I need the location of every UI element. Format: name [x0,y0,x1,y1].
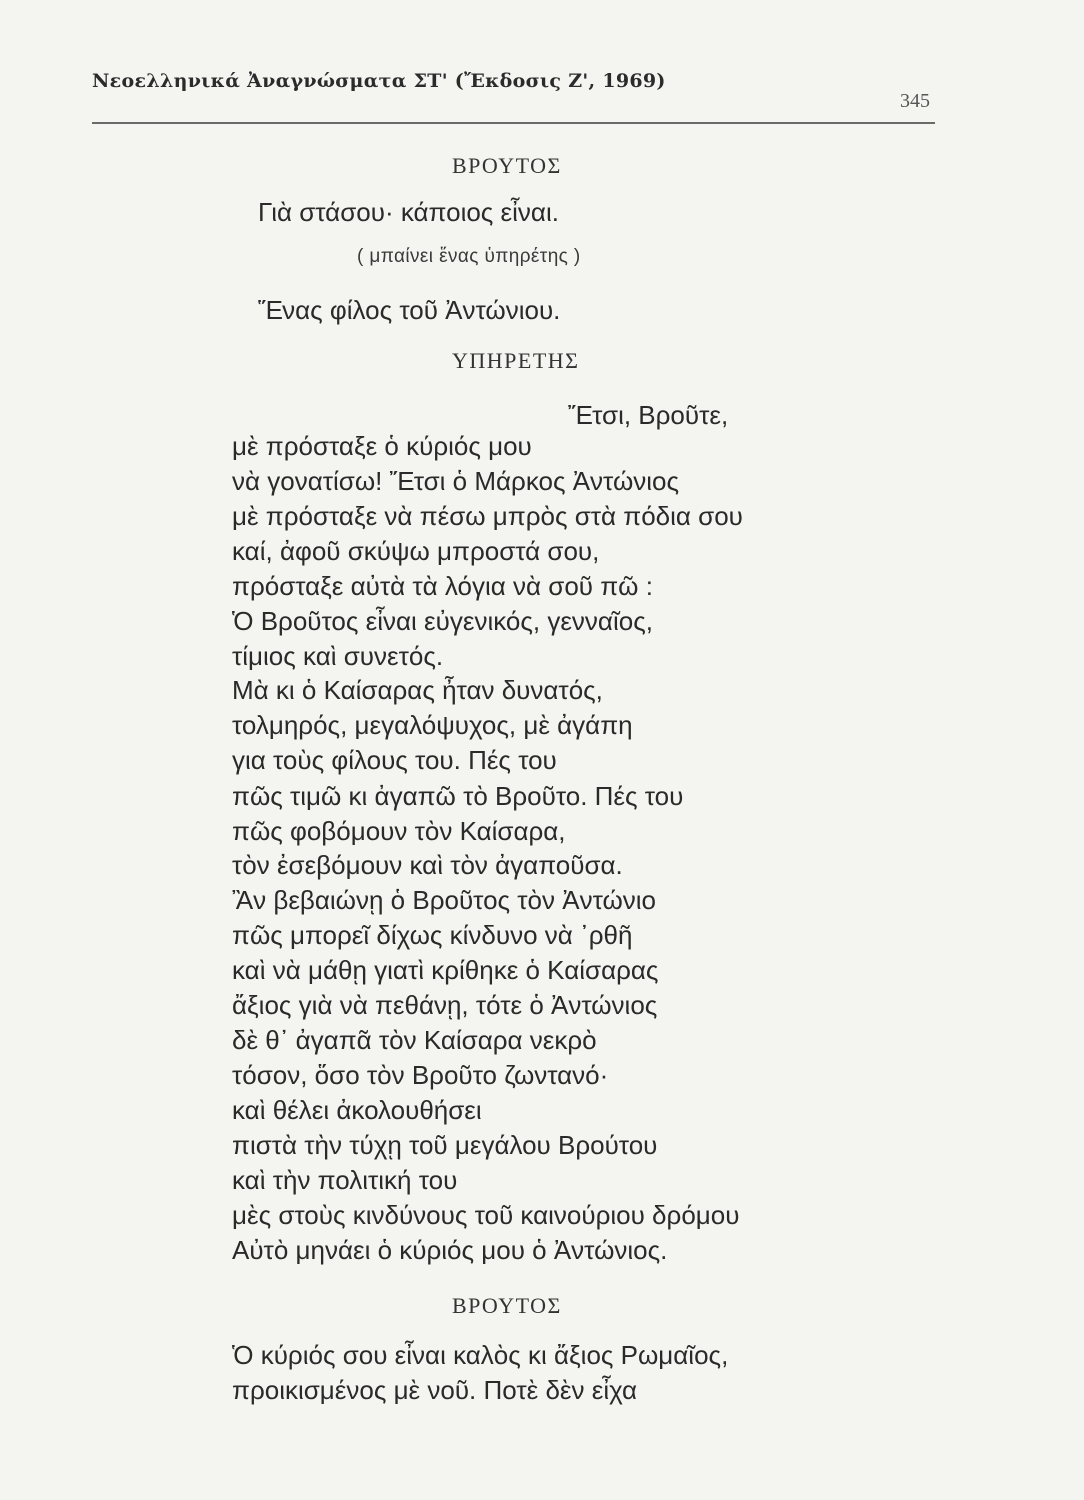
servant-line: τολμηρός, μεγαλόψυχος, μὲ ἀγάπη [232,710,633,740]
servant-line: καὶ θέλει ἀκολουθήσει [232,1095,482,1125]
servant-line: μὲ πρόσταξε ὁ κύριός μου [232,431,532,461]
brutus-line-1: Γιὰ στάσου· κάποιος εἶναι. [258,197,559,227]
servant-line: μὲς στοὺς κινδύνους τοῦ καινούριου δρόμου [232,1200,740,1230]
header-rule [92,122,935,124]
speaker-brutus-1: ΒΡΟΥΤΟΣ [452,153,562,178]
servant-line: πῶς φοβόμουν τὸν Καίσαρα, [232,816,566,846]
stage-direction: ( μπαίνει ἕνας ὑπηρέτης ) [357,246,581,267]
servant-line: καί, ἀφοῦ σκύψω μπροστά σου, [232,536,600,566]
servant-line: τόσον, ὅσο τὸν Βροῦτο ζωντανό· [232,1060,609,1090]
brutus-line-2: Ἕνας φίλος τοῦ Ἀντώνιου. [258,295,561,325]
servant-line: Μὰ κι ὁ Καίσαρας ἦταν δυνατός, [232,675,603,705]
servant-line: τὸν ἐσεβόμουν καὶ τὸν ἀγαποῦσα. [232,850,623,880]
servant-line: Αὐτὸ μηνάει ὁ κύριός μου ὁ Ἀντώνιος. [232,1235,668,1265]
servant-line: δὲ θ᾽ ἀγαπᾶ τὸν Καίσαρα νεκρὸ [232,1025,597,1055]
servant-line: για τοὺς φίλους του. Πές του [232,745,557,775]
servant-line: Ὁ Βροῦτος εἶναι εὐγενικός, γενναῖος, [232,606,653,636]
brutus-reply-line: Ὁ κύριός σου εἶναι καλὸς κι ἄξιος Ρωμαῖος, [232,1340,729,1370]
servant-line: νὰ γονατίσω! Ἔτσι ὁ Μάρκος Ἀντώνιος [232,466,680,496]
servant-line: πῶς τιμῶ κι ἀγαπῶ τὸ Βροῦτο. Πές του [232,781,684,811]
servant-line: καὶ τὴν πολιτική του [232,1165,458,1195]
servant-line: πιστὰ τὴν τύχῃ τοῦ μεγάλου Βρούτου [232,1130,658,1160]
servant-line: Ἂν βεβαιώνῃ ὁ Βροῦτος τὸν Ἀντώνιο [232,885,657,915]
running-title: Νεοελληνικά Ἀναγνώσματα ΣΤ' (Ἔκδοσις Ζ', 1969) [92,70,666,92]
servant-line: καὶ νὰ μάθῃ γιατὶ κρίθηκε ὁ Καίσαρας [232,955,659,985]
page-number: 345 [900,90,930,112]
brutus-reply-line: προικισμένος μὲ νοῦ. Ποτὲ δὲν εἶχα [232,1375,638,1405]
servant-line: πῶς μπορεῖ δίχως κίνδυνο νὰ ᾽ρθῆ [232,920,633,950]
servant-line: μὲ πρόσταξε νὰ πέσω μπρὸς στὰ πόδια σου [232,501,743,531]
speaker-servant: ΥΠΗΡΕΤΗΣ [452,348,580,373]
speaker-brutus-2: ΒΡΟΥΤΟΣ [452,1293,562,1318]
servant-line: Ἔτσι, Βροῦτε, [568,400,729,430]
servant-line: τίμιος καὶ συνετός. [232,641,444,671]
servant-line: πρόσταξε αὐτὰ τὰ λόγια νὰ σοῦ πῶ : [232,571,653,601]
servant-line: ἄξιος γιὰ νὰ πεθάνῃ, τότε ὁ Ἀντώνιος [232,990,658,1020]
